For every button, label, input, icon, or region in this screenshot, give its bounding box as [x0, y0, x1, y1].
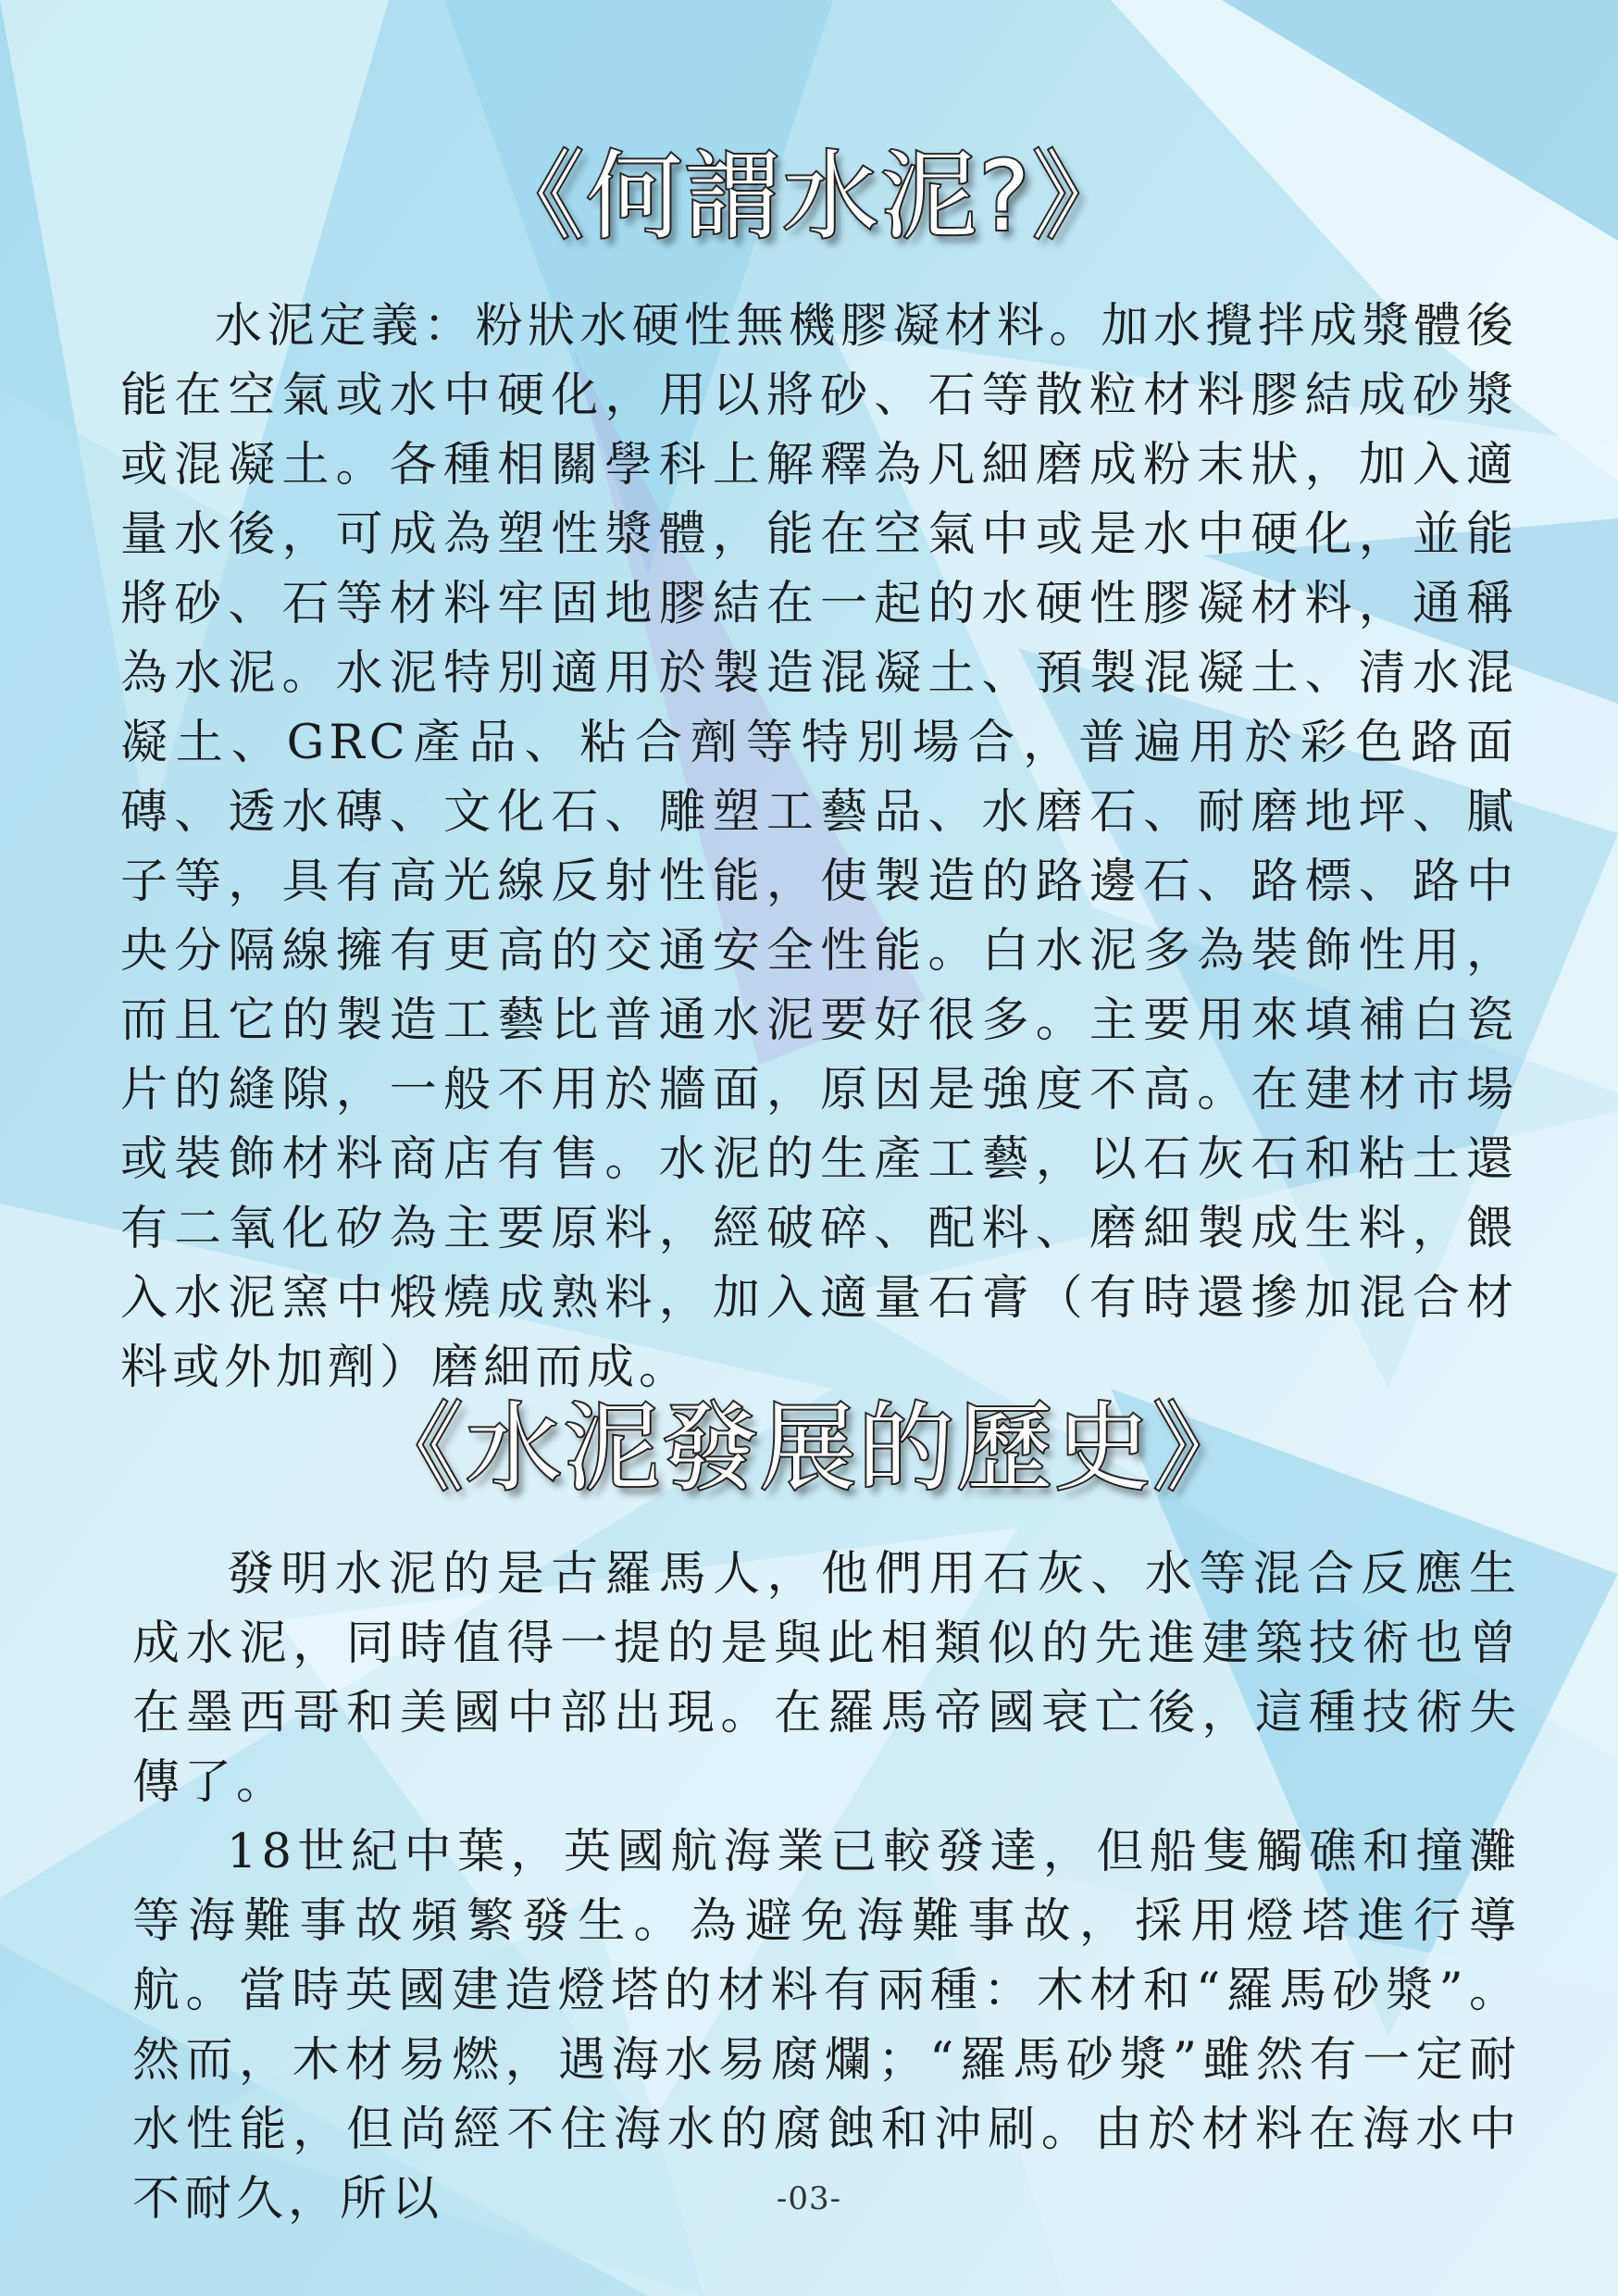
page-number: -03- — [776, 2180, 842, 2217]
section-title-what-is-cement: 《何謂水泥?》 — [488, 140, 1130, 253]
section-title-cement-history: 《水泥發展的歷史》 — [367, 1391, 1251, 1504]
section-body-cement-history — [132, 1540, 1521, 2234]
paragraph: 水泥定義：粉狀水硬性無機膠凝材料。加水攪拌成漿體後能在空氣或水中硬化，用以將砂、石等散粒材料膠結成砂漿或混凝土。各種相關學科上解釋為凡細磨成粉末狀，加入適量水後，可成為塑性漿體，能在空氣中或是水中硬化，並能將砂、石等材料牢固地膠結在一起的水硬性膠凝材料，通稱為水泥。水泥特別適用於製造混凝土、預製混凝土、清水混凝土、GRC產品、粘合劑等特別場合，普遍用於彩色路面磚、透水磚、文化石、雕塑工藝品、水磨石、耐磨地坪、膩子等，具有高光線反射性能，使製造的路邊石、路標、路中央分隔線擁有更高的交通安全性能。白水泥多為裝飾性用，而且它的製造工藝比普通水泥要好很多。主要用來填補白瓷片的縫隙，一般不用於牆面，原因是強度不高。在建材市場或裝飾材料商店有售。水泥的生產工藝，以石灰石和粘土還有二氧化矽為主要原料，經破碎、配料、磨細製成生料，餵入水泥窯中煅燒成熟料，加入適量石膏（有時還摻加混合材料或外加劑）磨細而成。 — [120, 299, 1518, 1395]
paragraph: 發明水泥的是古羅馬人，他們用石灰、水等混合反應生成水泥，同時值得一提的是與此相類似的先進建築技術也曾在墨西哥和美國中部出現。在羅馬帝國衰亡後，這種技術失傳了。 — [132, 1547, 1521, 1810]
paragraph: 18世紀中葉，英國航海業已較發達，但船隻觸礁和撞灘等海難事故頻繁發生。為避免海難事故，採用燈塔進行導航。當時英國建造燈塔的材料有兩種：木材和“羅馬砂漿”。然而，木材易燃，遇海水易腐爛；“羅馬砂漿”雖然有一定耐水性能，但尚經不住海水的腐蝕和沖刷。由於材料在海水中不耐久，所以 — [132, 1825, 1521, 2227]
section-body-what-is-cement — [120, 292, 1518, 1403]
